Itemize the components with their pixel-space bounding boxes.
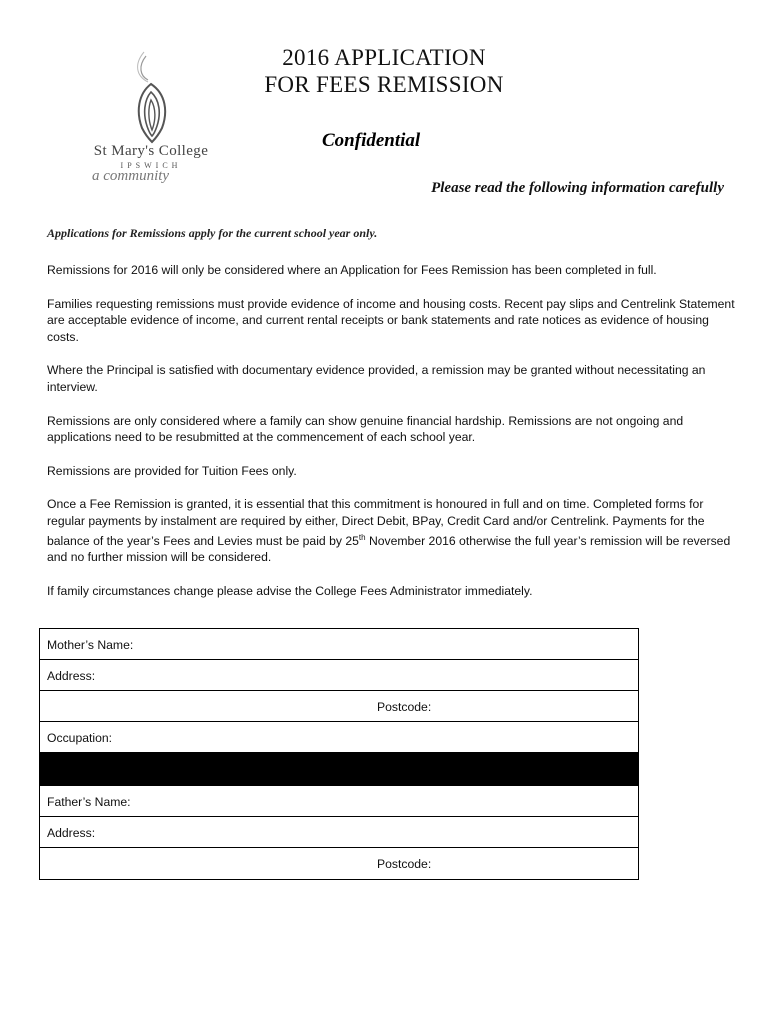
father-name-label: Father’s Name: [47, 795, 131, 809]
logo-college-name: St Mary's College [93, 143, 209, 159]
mother-name-label: Mother’s Name: [47, 638, 134, 652]
section-divider-bar [40, 753, 638, 786]
mother-address-row[interactable] [40, 660, 638, 691]
title-line-2: FOR FEES REMISSION [264, 72, 504, 97]
paragraph-payments [47, 496, 737, 565]
paragraph-completion: Remissions for 2016 will only be considered where an Application for Fees Remission has been completed in full. [47, 263, 657, 277]
information-body [47, 262, 737, 616]
page-title [244, 44, 524, 98]
paragraph-hardship: Remissions are only considered where a family can show genuine financial hardship. Remissions are not ongoing and applications need to be resubmitted at the commencement of each school year. [47, 413, 684, 445]
paragraph-tuition: Remissions are provided for Tuition Fees only. [47, 463, 297, 478]
mother-occupation-label: Occupation: [47, 731, 113, 745]
logo-tagline: a community [92, 168, 170, 184]
mother-postcode-label: Postcode: [377, 700, 432, 714]
mother-name-row[interactable] [40, 629, 638, 660]
father-address-label: Address: [47, 826, 96, 840]
mother-occupation-row[interactable] [40, 722, 638, 753]
payments-text-end: November 2016 otherwise the full year’s remission will be reversed and no further mission will be considered. [47, 533, 731, 565]
college-logo [78, 50, 228, 195]
paragraph-circumstances: If family circumstances change please advise the College Fees Administrator immediately. [47, 583, 533, 598]
father-address-row[interactable] [40, 817, 638, 848]
instruction-heading: Please read the following information carefully [431, 180, 724, 196]
father-postcode-label: Postcode: [377, 857, 432, 871]
paragraph-evidence: Families requesting remissions must provide evidence of income and housing costs. Recent pay slips and Centrelink Statement are acceptable evidence of income, and current rental receipts or bank statements and rate notices as evidence of housing costs. [47, 296, 735, 344]
payments-date-suffix: th [358, 532, 366, 542]
confidential-label: Confidential [322, 130, 421, 151]
mother-postcode-row[interactable] [40, 691, 638, 722]
college-crest-icon [78, 50, 228, 145]
father-postcode-row[interactable] [40, 848, 638, 879]
parent-details-form [39, 628, 639, 880]
mother-address-label: Address: [47, 669, 96, 683]
father-name-row[interactable] [40, 786, 638, 817]
apply-note: Applications for Remissions apply for the current school year only. [47, 226, 378, 240]
logo-location: IPSWICH [120, 161, 182, 170]
payments-text-start: Once a Fee Remission is granted, it is essential that this commitment is honoured in full and on time. Completed forms for regular payments by instalment are required by either, Direct Debit, BPay, Credit Card and/or Centrelink. Payments for the balance of the year’s Fees and Levies must be paid by 25 [47, 497, 705, 548]
paragraph-interview: Where the Principal is satisfied with documentary evidence provided, a remission may be granted without necessitating an interview. [47, 363, 706, 394]
title-line-1: 2016 APPLICATION [282, 45, 486, 70]
